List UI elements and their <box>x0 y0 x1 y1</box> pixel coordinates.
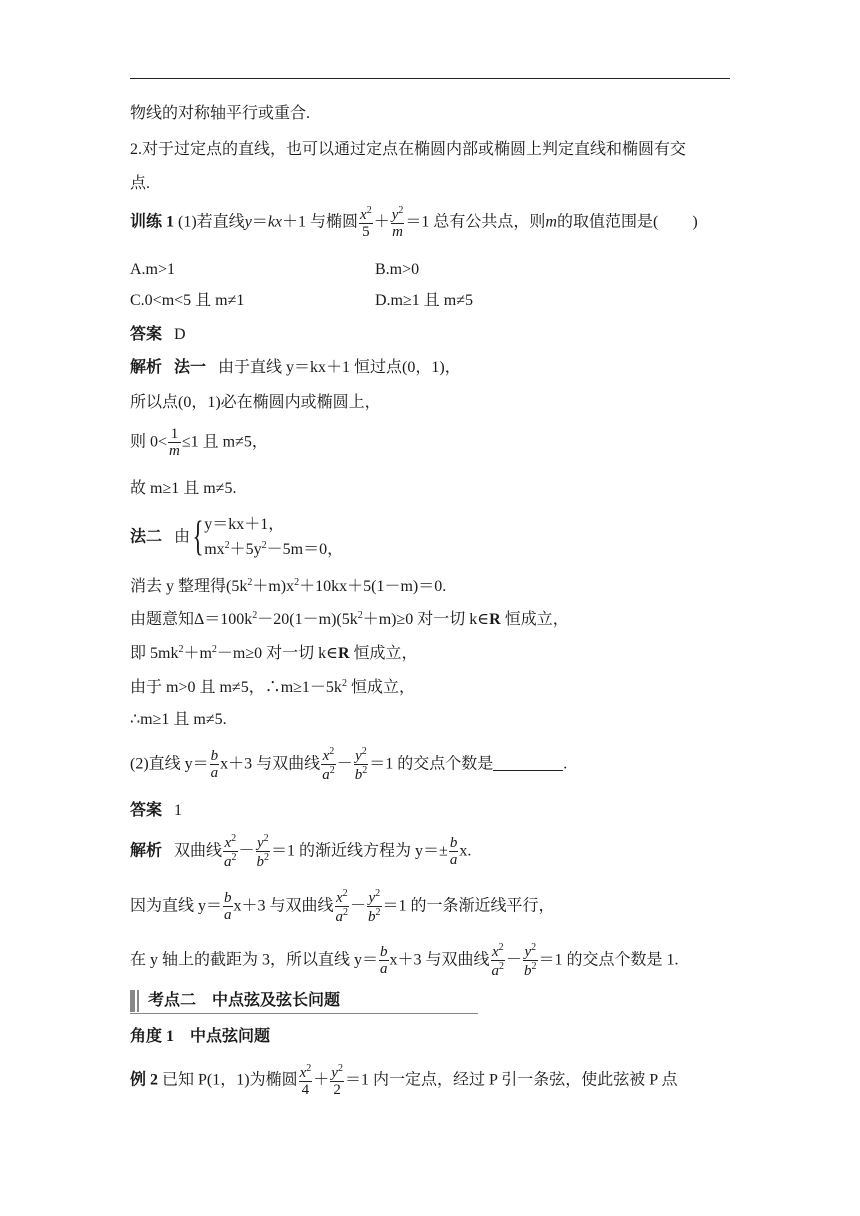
solution-1-line-8: 由于 m>0 且 m≠5，$\therefore m\ge 1-5k^2$ 恒成立， <box>130 678 415 696</box>
section-underline <box>130 1013 478 1014</box>
solution-2-line-1: 解析 双曲线 $\frac{x^2}{a^2}$ － $\frac{y^2}{b^2}$ ＝1 的渐近线方程为 y＝± $\frac{b}{a}$ x. <box>130 833 472 870</box>
solution-1-line-9: ∴m≥1 且 m≠5. <box>130 711 227 728</box>
training-question: 训练 1 (1)若直线y＝kx＋1 与椭圆 $\frac{x^2}{5}$ ＋ $\frac{y^2}{m}$ ＝1 总有公共点，则m的取值范围是( ) <box>130 205 698 240</box>
option-d: D.m≥1 且 m≠5 <box>375 292 474 309</box>
training-label: 训练 1 <box>130 213 175 231</box>
solution-1-line-7: 即 $5mk^2+m^2-m\ge 0$ 对一切 k∈R 恒成立， <box>130 644 418 662</box>
option-a: A.m>1 <box>130 261 176 278</box>
solution-1-method-2: 法二 由{ y＝kx＋1， $mx^2+5y^2-5m=0$， <box>130 513 343 563</box>
solution-2-line-3: 在 y 轴上的截距为 3，所以直线 y＝ $\frac{b}{a}$ x＋3 与双曲线 $\frac{x^2}{a^2}$ － $\frac{y^2}{b^2}$ ＝1 的交点个数是 1. <box>130 942 679 979</box>
fraction-y2-m: $\frac{y^2}{m}$ <box>391 205 404 240</box>
fraction-x2-5: $\frac{x^2}{5}$ <box>360 205 372 240</box>
answer-blank <box>493 756 563 771</box>
question-2: (2)直线 y＝ $\frac{b}{a}$ x＋3 与双曲线 $\frac{x^2}{a^2}$ － $\frac{y^2}{b^2}$ ＝1 的交点个数是 . <box>130 746 568 783</box>
angle-heading: 角度 1 中点弦问题 <box>130 1028 271 1045</box>
solution-1-line-5: 消去 y 整理得$(5k^2+m)x^2+10kx+5(1-m)=0$. <box>130 577 447 595</box>
text-line-3: 点. <box>130 175 151 192</box>
option-c: C.0<m<5 且 m≠1 <box>130 292 245 309</box>
header-rule <box>130 78 730 79</box>
section-marker <box>130 990 135 1012</box>
solution-1-line-2: 所以点(0，1)必在椭圆内或椭圆上， <box>130 394 381 411</box>
example-2: 例 2 已知 P(1，1)为椭圆 $\frac{x^2}{4}$ ＋ $\frac{y^2}{2}$ ＝1 内一定点，经过 P 引一条弦，使此弦被 P 点 <box>130 1063 678 1098</box>
brace-symbol: { <box>192 513 204 560</box>
equation-system: y＝kx＋1， $mx^2+5y^2-5m=0$， <box>204 516 344 558</box>
option-b: B.m>0 <box>375 261 420 278</box>
solution-1-line-4: 故 m≥1 且 m≠5. <box>130 480 237 497</box>
solution-1-line-6: 由题意知$\Delta=100k^2-20(1-m)(5k^2+m)\ge 0$ 对一切 k∈R 恒成立， <box>130 610 569 628</box>
section-marker-thin <box>137 990 139 1012</box>
text-line-2: 2.对于过定点的直线，也可以通过定点在椭圆内部或椭圆上判定直线和椭圆有交 <box>130 141 687 158</box>
solution-1-line-3: 则 0< $\frac{1}{m}$ ≤1 且 m≠5， <box>130 426 268 459</box>
answer-2: 答案 1 <box>130 802 183 819</box>
solution-1-line-1: 解析 法一 由于直线 y＝kx＋1 恒过点(0，1)， <box>130 359 461 376</box>
section-title: 考点二 中点弦及弦长问题 <box>148 992 341 1009</box>
text-line-1: 物线的对称轴平行或重合. <box>130 105 311 122</box>
answer-1: 答案 D <box>130 326 186 343</box>
solution-2-line-2: 因为直线 y＝ $\frac{b}{a}$ x＋3 与双曲线 $\frac{x^2}{a^2}$ － $\frac{y^2}{b^2}$ ＝1 的一条渐近线平行， <box>130 888 555 925</box>
